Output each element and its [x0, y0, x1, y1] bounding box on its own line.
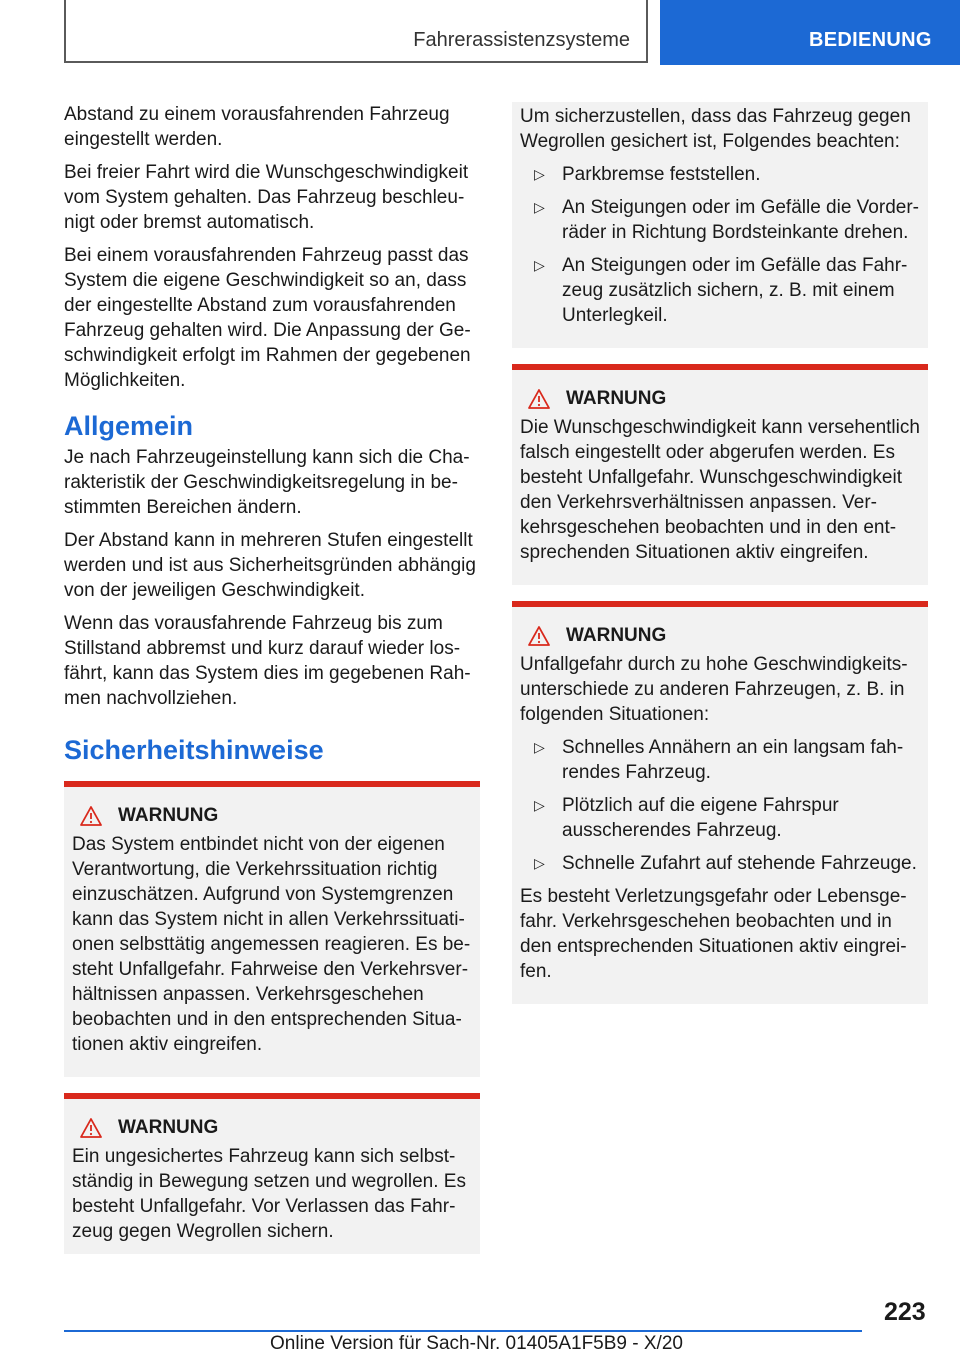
left-column [64, 102, 480, 1270]
continued-box [512, 102, 928, 348]
warning-box [512, 364, 928, 585]
warning-box [64, 1093, 480, 1254]
warning-triangle-icon [80, 1118, 102, 1138]
chapter-title: BEDIENUNG [809, 29, 932, 51]
paragraph: Um sicherzustellen, dass das Fahrzeug gegen Wegrollen gesichert ist, Folgendes beachten: [520, 106, 911, 152]
warning-title: WARNUNG [118, 805, 219, 826]
warning-title: WARNUNG [118, 1117, 219, 1138]
list-item-text: Schnelles Annähern an ein langsam fahrendes Fahrzeug. [562, 737, 904, 783]
warning-triangle-icon [528, 389, 550, 409]
warning-header [520, 386, 920, 411]
section-title: Fahrerassistenzsysteme [413, 29, 630, 51]
paragraph: Bei einem vorausfahrenden Fahrzeug passt das System die eigene Geschwindigkeit so an, dass der eingestellte Abstand zum vorausfahrenden Fahrzeug gehalten wird. Die Anpassung der Geschwindigkeit erfolgt im Rahmen der gegebenen Möglichkeiten. [64, 245, 471, 391]
warning-title: WARNUNG [566, 388, 667, 409]
list-item-text: Schnelle Zufahrt auf stehende Fahrzeuge. [562, 853, 917, 874]
heading-allgemein: Allgemein [64, 411, 194, 441]
bullet-icon: ▷ [534, 855, 545, 871]
warning-header [72, 1115, 472, 1140]
paragraph: Abstand zu einem vorausfahrenden Fahrzeug eingestellt werden. [64, 104, 450, 150]
page-number: 223 [884, 1298, 926, 1326]
list-item-text: Parkbremse feststellen. [562, 164, 761, 185]
chapter-tab [660, 0, 960, 65]
warning-header [520, 623, 920, 648]
warning-text: Unfallgefahr durch zu hohe Geschwindigkeitsunterschiede zu anderen Fahrzeugen, z. B. in folgenden Situationen: [520, 654, 908, 725]
warning-box [512, 601, 928, 1004]
bullet-icon: ▷ [534, 739, 545, 755]
list-item [520, 793, 920, 843]
footer-divider [64, 1330, 862, 1332]
list-item-text: An Steigungen oder im Gefälle das Fahrzeug zusätzlich sichern, z. B. mit einem Unterlegkeil. [562, 255, 908, 326]
list-item-text: An Steigungen oder im Gefälle die Vorderräder in Richtung Bordsteinkante drehen. [562, 197, 919, 243]
right-column [512, 102, 928, 1020]
paragraph: Je nach Fahrzeugeinstellung kann sich die Charakteristik der Geschwindigkeitsregelung in bestimmten Bereichen ändern. [64, 447, 470, 518]
warning-text: Ein ungesichertes Fahrzeug kann sich selbstständig in Bewegung setzen und wegrollen. Es besteht Unfallgefahr. Vor Verlassen das Fahrzeug gegen Wegrollen sichern. [72, 1146, 466, 1242]
warning-triangle-icon [528, 626, 550, 646]
warning-text: Das System entbindet nicht von der eigenen Verantwortung, die Verkehrssituation richtig einzuschätzen. Aufgrund von Systemgrenzen kann das System nicht in allen Verkehrssituationen selbsttätig angemessen reagieren. Es besteht Unfallgefahr. Fahrweise den Verkehrsverhältnissen anpassen. Verkehrsgeschehen beobachten und in den entsprechenden Situationen aktiv eingreifen. [72, 834, 471, 1055]
list-item [520, 851, 920, 876]
list-item [520, 162, 920, 187]
warning-header [72, 803, 472, 828]
header-frame [64, 0, 648, 63]
bullet-icon: ▷ [534, 199, 545, 215]
warning-text: Die Wunschgeschwindigkeit kann versehentlich falsch eingestellt oder abgerufen werden. Es besteht Unfallgefahr. Wunschgeschwindigkeit den Verkehrsverhältnissen anpassen. Verkehrsgeschehen beobachten und in den entsprechenden Situationen aktiv eingreifen. [520, 417, 920, 563]
warning-triangle-icon [80, 806, 102, 826]
warning-box [64, 781, 480, 1077]
online-version-note: Online Version für Sach-Nr. 01405A1F5B9 - X/20 [270, 1333, 683, 1354]
bullet-icon: ▷ [534, 797, 545, 813]
bullet-list [520, 735, 920, 876]
warning-title: WARNUNG [566, 625, 667, 646]
paragraph: Bei freier Fahrt wird die Wunschgeschwindigkeit vom System gehalten. Das Fahrzeug beschleunigt oder bremst automatisch. [64, 162, 469, 233]
list-item [520, 195, 920, 245]
page-header [0, 0, 960, 66]
bullet-list [520, 162, 920, 328]
warning-text: Es besteht Verletzungsgefahr oder Lebensgefahr. Verkehrsgeschehen beobachten und in den entsprechenden Situationen aktiv eingreifen. [520, 886, 907, 982]
paragraph: Der Abstand kann in mehreren Stufen eingestellt werden und ist aus Sicherheitsgründen abhängig von der jeweiligen Geschwindigkeit. [64, 530, 476, 601]
bullet-icon: ▷ [534, 257, 545, 273]
heading-sicherheitshinweise: Sicherheitshinweise [64, 735, 324, 765]
list-item [520, 253, 920, 328]
paragraph: Wenn das vorausfahrende Fahrzeug bis zum Stillstand abbremst und kurz darauf wieder losfährt, kann das System dies im gegebenen Rahmen nachvollziehen. [64, 613, 471, 709]
list-item-text: Plötzlich auf die eigene Fahrspur ausscherendes Fahrzeug. [562, 795, 839, 841]
list-item [520, 735, 920, 785]
bullet-icon: ▷ [534, 166, 545, 182]
